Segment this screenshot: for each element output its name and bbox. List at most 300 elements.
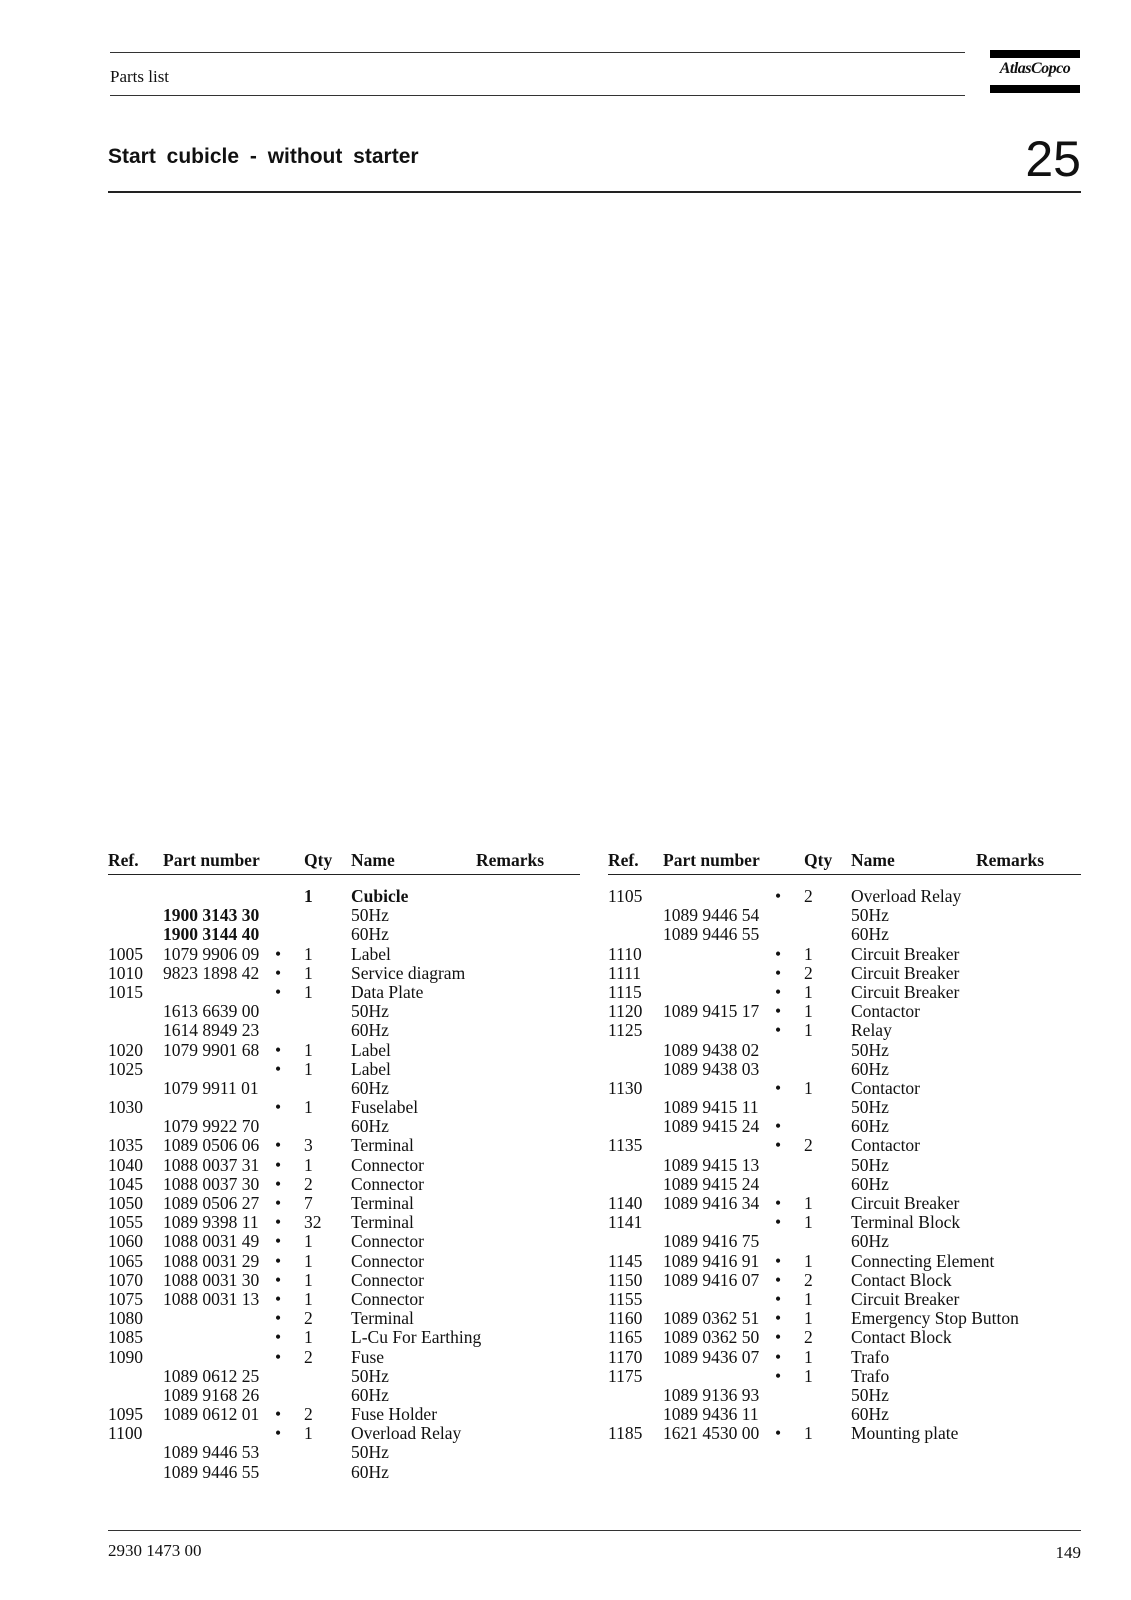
qty-cell: 2 bbox=[304, 1308, 313, 1329]
bullet-cell: • bbox=[275, 962, 282, 983]
table-row bbox=[108, 1156, 580, 1175]
qty-cell: 1 bbox=[804, 1365, 813, 1386]
part-number-cell: 1079 9901 68 bbox=[163, 1039, 260, 1060]
table-row bbox=[608, 1041, 1081, 1060]
table-row bbox=[608, 1021, 1081, 1040]
part-number-cell: 1089 9416 91 bbox=[663, 1250, 760, 1271]
qty-cell: 1 bbox=[804, 1212, 813, 1233]
part-number-cell: 1089 9446 55 bbox=[663, 924, 760, 945]
table-row bbox=[108, 1405, 580, 1424]
bullet-cell: • bbox=[775, 1135, 782, 1156]
qty-cell: 1 bbox=[304, 981, 313, 1002]
table-row bbox=[108, 1424, 580, 1443]
part-number-cell: 1089 9416 34 bbox=[663, 1193, 760, 1213]
bullet-cell: • bbox=[775, 1193, 782, 1213]
table-row bbox=[608, 1424, 1081, 1443]
bullet-cell: • bbox=[275, 1173, 282, 1194]
qty-cell: 1 bbox=[304, 1039, 313, 1060]
name-cell: Connector bbox=[351, 1231, 424, 1252]
name-cell: 60Hz bbox=[851, 1058, 889, 1079]
qty-cell: 7 bbox=[304, 1193, 313, 1213]
qty-cell: 2 bbox=[804, 962, 813, 983]
part-number-cell: 1089 9436 11 bbox=[663, 1404, 759, 1425]
qty-cell: 1 bbox=[804, 1001, 813, 1022]
table-row bbox=[108, 1002, 580, 1021]
table-row bbox=[108, 1252, 580, 1271]
bullet-cell: • bbox=[275, 1288, 282, 1309]
part-number-cell: 1089 9398 11 bbox=[163, 1212, 259, 1233]
name-cell: Terminal bbox=[351, 1135, 414, 1156]
part-number-cell: 1079 9906 09 bbox=[163, 943, 260, 964]
ref-cell: 1170 bbox=[608, 1346, 643, 1367]
name-cell: Contactor bbox=[851, 1135, 921, 1156]
name-cell: Label bbox=[351, 943, 391, 964]
name-cell: 50Hz bbox=[351, 1001, 389, 1022]
name-cell: 60Hz bbox=[851, 1173, 889, 1194]
table-row bbox=[108, 1021, 580, 1040]
table-row bbox=[608, 983, 1081, 1002]
bullet-cell: • bbox=[275, 1327, 282, 1348]
ref-cell: 1035 bbox=[108, 1135, 143, 1156]
bullet-cell: • bbox=[775, 1365, 782, 1386]
part-number-cell: 1900 3143 30 bbox=[163, 905, 260, 926]
table-row bbox=[608, 1175, 1081, 1194]
table-body bbox=[108, 887, 580, 1482]
bullet-cell: • bbox=[275, 981, 282, 1002]
name-cell: Terminal bbox=[351, 1308, 414, 1329]
part-number-cell: 9823 1898 42 bbox=[163, 962, 260, 983]
part-number-cell: 1089 9415 24 bbox=[663, 1173, 760, 1194]
footer-rule bbox=[108, 1530, 1081, 1531]
name-cell: Label bbox=[351, 1039, 391, 1060]
ref-cell: 1045 bbox=[108, 1173, 143, 1194]
part-number-cell: 1089 9168 26 bbox=[163, 1384, 260, 1405]
bullet-cell: • bbox=[275, 1404, 282, 1425]
ref-cell: 1080 bbox=[108, 1308, 143, 1329]
name-cell: Relay bbox=[851, 1020, 892, 1041]
part-number-cell: 1088 0031 30 bbox=[163, 1269, 260, 1290]
name-cell: Emergency Stop Button bbox=[851, 1308, 1019, 1329]
qty-cell: 1 bbox=[304, 943, 313, 964]
qty-cell: 1 bbox=[804, 1423, 813, 1444]
table-row bbox=[108, 1079, 580, 1098]
ref-cell: 1165 bbox=[608, 1327, 643, 1348]
header-name: Name bbox=[351, 850, 395, 870]
logo-top-bar bbox=[990, 50, 1080, 58]
table-row bbox=[608, 1290, 1081, 1309]
table-row bbox=[108, 1367, 580, 1386]
table-row bbox=[108, 1309, 580, 1328]
name-cell: Circuit Breaker bbox=[851, 962, 960, 983]
part-number-cell: 1089 0506 06 bbox=[163, 1135, 260, 1156]
part-number-cell: 1089 9446 53 bbox=[163, 1442, 260, 1463]
ref-cell: 1141 bbox=[608, 1212, 643, 1233]
part-number-cell: 1089 9415 24 bbox=[663, 1116, 760, 1137]
ref-cell: 1175 bbox=[608, 1365, 643, 1386]
table-row bbox=[608, 1232, 1081, 1251]
part-number-cell: 1089 9415 17 bbox=[663, 1001, 760, 1022]
bullet-cell: • bbox=[775, 1327, 782, 1348]
part-number-cell: 1079 9911 01 bbox=[163, 1077, 259, 1098]
table-row bbox=[608, 1060, 1081, 1079]
bullet-cell: • bbox=[775, 1212, 782, 1233]
table-row bbox=[608, 1156, 1081, 1175]
table-row bbox=[608, 925, 1081, 944]
ref-cell: 1055 bbox=[108, 1212, 143, 1233]
part-number-cell: 1089 0362 51 bbox=[663, 1308, 760, 1329]
bullet-cell: • bbox=[275, 1346, 282, 1367]
name-cell: Terminal bbox=[351, 1212, 414, 1233]
document-number: 2930 1473 00 bbox=[108, 1541, 202, 1560]
qty-cell: 1 bbox=[304, 886, 313, 906]
name-cell: 50Hz bbox=[851, 1039, 889, 1060]
table-row bbox=[608, 1213, 1081, 1232]
header-part-number: Part number bbox=[663, 850, 760, 870]
name-cell: Circuit Breaker bbox=[851, 1288, 960, 1309]
ref-cell: 1070 bbox=[108, 1269, 143, 1290]
ref-cell: 1105 bbox=[608, 886, 643, 906]
bullet-cell: • bbox=[275, 1039, 282, 1060]
ref-cell: 1065 bbox=[108, 1250, 143, 1271]
name-cell: Terminal bbox=[351, 1193, 414, 1213]
header-name: Name bbox=[851, 850, 895, 870]
ref-cell: 1005 bbox=[108, 943, 143, 964]
table-row bbox=[108, 1290, 580, 1309]
part-number-cell: 1089 0506 27 bbox=[163, 1193, 260, 1213]
bullet-cell: • bbox=[275, 1193, 282, 1213]
header-bottom-rule bbox=[110, 95, 965, 96]
table-row bbox=[608, 1117, 1081, 1136]
name-cell: Contactor bbox=[851, 1001, 921, 1022]
table-row bbox=[608, 1098, 1081, 1117]
table-row bbox=[608, 1348, 1081, 1367]
ref-cell: 1111 bbox=[608, 962, 642, 983]
bullet-cell: • bbox=[275, 1308, 282, 1329]
name-cell: 50Hz bbox=[851, 1154, 889, 1175]
page-title: Start cubicle - without starter bbox=[108, 145, 419, 168]
part-number-cell: 1900 3144 40 bbox=[163, 924, 260, 945]
name-cell: Terminal Block bbox=[851, 1212, 961, 1233]
bullet-cell: • bbox=[275, 1058, 282, 1079]
table-row bbox=[108, 1117, 580, 1136]
qty-cell: 1 bbox=[804, 981, 813, 1002]
qty-cell: 1 bbox=[804, 1308, 813, 1329]
table-row bbox=[108, 1194, 580, 1213]
name-cell: 60Hz bbox=[851, 1404, 889, 1425]
ref-cell: 1130 bbox=[608, 1077, 643, 1098]
table-row bbox=[608, 1367, 1081, 1386]
table-row bbox=[108, 1443, 580, 1462]
qty-cell: 2 bbox=[304, 1173, 313, 1194]
qty-cell: 1 bbox=[804, 1250, 813, 1271]
ref-cell: 1160 bbox=[608, 1308, 643, 1329]
name-cell: 60Hz bbox=[351, 1461, 389, 1482]
table-row bbox=[108, 925, 580, 944]
table-row bbox=[608, 1405, 1081, 1424]
section-label: Parts list bbox=[110, 67, 170, 86]
header-ref: Ref. bbox=[608, 850, 639, 870]
table-row bbox=[108, 1232, 580, 1251]
table-row bbox=[108, 1175, 580, 1194]
table-row bbox=[108, 1328, 580, 1347]
name-cell: Fuse Holder bbox=[351, 1404, 438, 1425]
qty-cell: 1 bbox=[304, 1231, 313, 1252]
qty-cell: 32 bbox=[304, 1212, 322, 1233]
bullet-cell: • bbox=[775, 886, 782, 906]
bullet-cell: • bbox=[775, 1288, 782, 1309]
name-cell: 60Hz bbox=[851, 1231, 889, 1252]
qty-cell: 1 bbox=[304, 1058, 313, 1079]
table-row bbox=[608, 1328, 1081, 1347]
table-header bbox=[608, 850, 1081, 875]
bullet-cell: • bbox=[775, 1001, 782, 1022]
qty-cell: 1 bbox=[304, 1097, 313, 1118]
qty-cell: 1 bbox=[804, 1077, 813, 1098]
ref-cell: 1095 bbox=[108, 1404, 143, 1425]
qty-cell: 1 bbox=[804, 1193, 813, 1213]
name-cell: Circuit Breaker bbox=[851, 981, 960, 1002]
ref-cell: 1085 bbox=[108, 1327, 143, 1348]
table-row bbox=[108, 906, 580, 925]
ref-cell: 1120 bbox=[608, 1001, 643, 1022]
bullet-cell: • bbox=[775, 981, 782, 1002]
name-cell: Data Plate bbox=[351, 981, 424, 1002]
atlas-copco-logo bbox=[990, 50, 1080, 94]
qty-cell: 2 bbox=[304, 1404, 313, 1425]
qty-cell: 3 bbox=[304, 1135, 313, 1156]
name-cell: Connector bbox=[351, 1173, 424, 1194]
table-row bbox=[608, 1079, 1081, 1098]
part-number-cell: 1613 6639 00 bbox=[163, 1001, 260, 1022]
bullet-cell: • bbox=[275, 1423, 282, 1444]
table-header bbox=[108, 850, 580, 875]
name-cell: Fuse bbox=[351, 1346, 385, 1367]
bullet-cell: • bbox=[275, 943, 282, 964]
table-body bbox=[608, 887, 1081, 1443]
logo-bottom-bar bbox=[990, 85, 1080, 93]
bullet-cell: • bbox=[775, 943, 782, 964]
name-cell: 50Hz bbox=[851, 905, 889, 926]
bullet-cell: • bbox=[775, 1423, 782, 1444]
ref-cell: 1050 bbox=[108, 1193, 143, 1213]
name-cell: Connecting Element bbox=[851, 1250, 995, 1271]
bullet-cell: • bbox=[275, 1097, 282, 1118]
bullet-cell: • bbox=[775, 1269, 782, 1290]
parts-table-left bbox=[108, 850, 580, 1482]
name-cell: Connector bbox=[351, 1154, 424, 1175]
part-number-cell: 1089 0612 01 bbox=[163, 1404, 260, 1425]
table-row bbox=[108, 1041, 580, 1060]
part-number-cell: 1089 9446 55 bbox=[163, 1461, 260, 1482]
qty-cell: 1 bbox=[304, 1423, 313, 1444]
part-number-cell: 1088 0031 13 bbox=[163, 1288, 260, 1309]
header-qty: Qty bbox=[304, 850, 333, 870]
bullet-cell: • bbox=[275, 1231, 282, 1252]
header-part-number: Part number bbox=[163, 850, 260, 870]
name-cell: 60Hz bbox=[351, 924, 389, 945]
part-number-cell: 1088 0037 31 bbox=[163, 1154, 260, 1175]
name-cell: L-Cu For Earthing bbox=[351, 1327, 482, 1348]
name-cell: Overload Relay bbox=[351, 1423, 462, 1444]
qty-cell: 1 bbox=[804, 1346, 813, 1367]
qty-cell: 1 bbox=[804, 1288, 813, 1309]
qty-cell: 1 bbox=[304, 1288, 313, 1309]
name-cell: 50Hz bbox=[851, 1097, 889, 1118]
bullet-cell: • bbox=[775, 1250, 782, 1271]
bullet-cell: • bbox=[775, 962, 782, 983]
bullet-cell: • bbox=[775, 1308, 782, 1329]
table-row bbox=[608, 945, 1081, 964]
name-cell: 50Hz bbox=[351, 905, 389, 926]
qty-cell: 1 bbox=[804, 943, 813, 964]
name-cell: 50Hz bbox=[351, 1442, 389, 1463]
name-cell: 60Hz bbox=[351, 1116, 389, 1137]
ref-cell: 1075 bbox=[108, 1288, 143, 1309]
table-row bbox=[608, 1386, 1081, 1405]
qty-cell: 1 bbox=[304, 962, 313, 983]
table-row bbox=[108, 1060, 580, 1079]
bullet-cell: • bbox=[775, 1116, 782, 1137]
header-ref: Ref. bbox=[108, 850, 139, 870]
part-number-cell: 1088 0031 49 bbox=[163, 1231, 260, 1252]
qty-cell: 2 bbox=[804, 1269, 813, 1290]
table-row bbox=[108, 1386, 580, 1405]
part-number-cell: 1088 0037 30 bbox=[163, 1173, 260, 1194]
ref-cell: 1015 bbox=[108, 981, 143, 1002]
ref-cell: 1040 bbox=[108, 1154, 143, 1175]
bullet-cell: • bbox=[275, 1269, 282, 1290]
name-cell: 60Hz bbox=[351, 1020, 389, 1041]
part-number-cell: 1089 9438 02 bbox=[663, 1039, 760, 1060]
part-number-cell: 1089 9415 11 bbox=[663, 1097, 759, 1118]
header-top-rule bbox=[110, 52, 965, 53]
name-cell: 60Hz bbox=[851, 924, 889, 945]
qty-cell: 1 bbox=[804, 1020, 813, 1041]
name-cell: 60Hz bbox=[351, 1384, 389, 1405]
name-cell: Circuit Breaker bbox=[851, 1193, 960, 1213]
chapter-number: 25 bbox=[1025, 131, 1081, 187]
part-number-cell: 1089 9136 93 bbox=[663, 1384, 760, 1405]
title-rule bbox=[108, 191, 1081, 193]
ref-cell: 1140 bbox=[608, 1193, 643, 1213]
name-cell: Contact Block bbox=[851, 1327, 952, 1348]
qty-cell: 1 bbox=[304, 1154, 313, 1175]
ref-cell: 1135 bbox=[608, 1135, 643, 1156]
name-cell: Mounting plate bbox=[851, 1423, 959, 1444]
table-row bbox=[608, 1002, 1081, 1021]
table-row bbox=[108, 1213, 580, 1232]
name-cell: Contactor bbox=[851, 1077, 921, 1098]
name-cell: Connector bbox=[351, 1250, 424, 1271]
header-qty: Qty bbox=[804, 850, 833, 870]
qty-cell: 1 bbox=[304, 1327, 313, 1348]
qty-cell: 2 bbox=[804, 886, 813, 906]
header-remarks: Remarks bbox=[976, 850, 1045, 870]
ref-cell: 1110 bbox=[608, 943, 642, 964]
table-row bbox=[608, 1271, 1081, 1290]
name-cell: Trafo bbox=[851, 1365, 890, 1386]
parts-table-right bbox=[608, 850, 1081, 1443]
name-cell: 50Hz bbox=[351, 1365, 389, 1386]
name-cell: 60Hz bbox=[351, 1077, 389, 1098]
qty-cell: 1 bbox=[304, 1250, 313, 1271]
ref-cell: 1115 bbox=[608, 981, 642, 1002]
name-cell: Fuselabel bbox=[351, 1097, 419, 1118]
table-row bbox=[108, 964, 580, 983]
table-row bbox=[608, 1309, 1081, 1328]
part-number-cell: 1089 9438 03 bbox=[663, 1058, 760, 1079]
table-row bbox=[108, 1098, 580, 1117]
part-number-cell: 1089 9416 07 bbox=[663, 1269, 760, 1290]
part-number-cell: 1621 4530 00 bbox=[663, 1423, 760, 1444]
qty-cell: 2 bbox=[804, 1327, 813, 1348]
name-cell: Trafo bbox=[851, 1346, 890, 1367]
qty-cell: 1 bbox=[304, 1269, 313, 1290]
ref-cell: 1060 bbox=[108, 1231, 143, 1252]
name-cell: Cubicle bbox=[351, 886, 409, 906]
name-cell: Connector bbox=[351, 1288, 424, 1309]
name-cell: Contact Block bbox=[851, 1269, 952, 1290]
header-remarks: Remarks bbox=[476, 850, 545, 870]
part-number-cell: 1089 9416 75 bbox=[663, 1231, 760, 1252]
bullet-cell: • bbox=[275, 1250, 282, 1271]
name-cell: Service diagram bbox=[351, 962, 466, 983]
qty-cell: 2 bbox=[804, 1135, 813, 1156]
ref-cell: 1145 bbox=[608, 1250, 643, 1271]
part-number-cell: 1089 0612 25 bbox=[163, 1365, 260, 1386]
page-number: 149 bbox=[1055, 1543, 1081, 1562]
bullet-cell: • bbox=[275, 1135, 282, 1156]
table-row bbox=[108, 1136, 580, 1155]
ref-cell: 1030 bbox=[108, 1097, 143, 1118]
table-row bbox=[108, 1271, 580, 1290]
part-number-cell: 1079 9922 70 bbox=[163, 1116, 260, 1137]
name-cell: Overload Relay bbox=[851, 886, 962, 906]
ref-cell: 1025 bbox=[108, 1058, 143, 1079]
ref-cell: 1020 bbox=[108, 1039, 143, 1060]
bullet-cell: • bbox=[775, 1020, 782, 1041]
table-row bbox=[608, 1252, 1081, 1271]
part-number-cell: 1089 0362 50 bbox=[663, 1327, 760, 1348]
table-row bbox=[608, 1136, 1081, 1155]
ref-cell: 1125 bbox=[608, 1020, 643, 1041]
table-row bbox=[608, 906, 1081, 925]
table-row bbox=[108, 983, 580, 1002]
name-cell: Circuit Breaker bbox=[851, 943, 960, 964]
name-cell: Connector bbox=[351, 1269, 424, 1290]
part-number-cell: 1089 9436 07 bbox=[663, 1346, 760, 1367]
table-row bbox=[108, 887, 580, 906]
table-row bbox=[108, 1348, 580, 1367]
part-number-cell: 1089 9415 13 bbox=[663, 1154, 760, 1175]
part-number-cell: 1088 0031 29 bbox=[163, 1250, 260, 1271]
table-row bbox=[608, 1194, 1081, 1213]
name-cell: 60Hz bbox=[851, 1116, 889, 1137]
ref-cell: 1010 bbox=[108, 962, 143, 983]
logo-text: AtlasCopco bbox=[999, 60, 1071, 77]
name-cell: 50Hz bbox=[851, 1384, 889, 1405]
bullet-cell: • bbox=[275, 1212, 282, 1233]
part-number-cell: 1614 8949 23 bbox=[163, 1020, 260, 1041]
ref-cell: 1185 bbox=[608, 1423, 643, 1444]
table-row bbox=[608, 964, 1081, 983]
qty-cell: 2 bbox=[304, 1346, 313, 1367]
bullet-cell: • bbox=[275, 1154, 282, 1175]
ref-cell: 1090 bbox=[108, 1346, 143, 1367]
ref-cell: 1150 bbox=[608, 1269, 643, 1290]
table-row bbox=[608, 887, 1081, 906]
part-number-cell: 1089 9446 54 bbox=[663, 905, 760, 926]
